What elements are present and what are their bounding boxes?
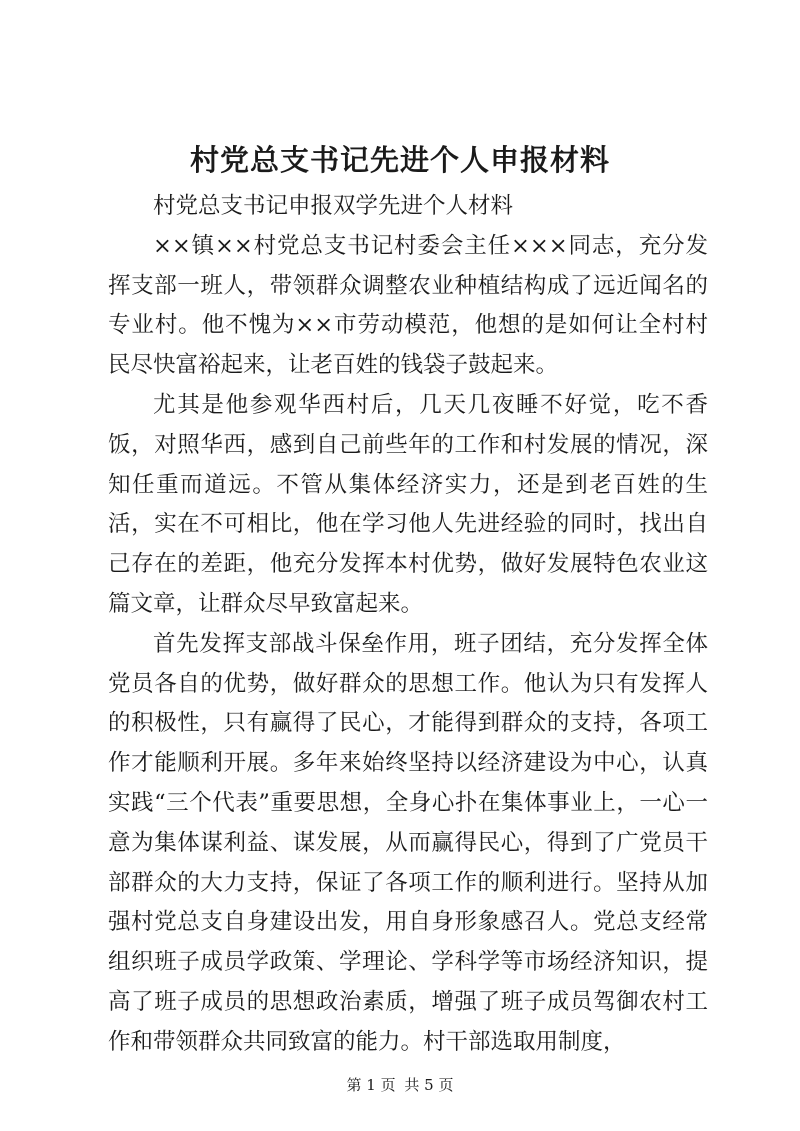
page-footer — [0, 1075, 800, 1095]
body-paragraph: ××镇××村党总支书记村委会主任×××同志，充分发挥支部一班人，带领群众调整农业种植结构成了远近闻名的专业村。他不愧为××市劳动模范，他想的是如何让全村村民尽快富裕起来，让老百姓的钱袋子鼓起来。 — [108, 232, 708, 379]
document-body — [108, 187, 708, 1063]
subtitle-paragraph: 村党总支书记申报双学先进个人材料 — [153, 193, 514, 219]
page-number: 第 1 页 — [346, 1076, 396, 1094]
body-paragraph: 首先发挥支部战斗保垒作用，班子团结，充分发挥全体党员各自的优势，做好群众的思想工作。他认为只有发挥人的积极性，只有赢得了民心，才能得到群众的支持，各项工作才能顺利开展。多年来始终坚持以经济建设为中心，认真实践“三个代表”重要思想，全身心扑在集体事业上，一心一意为集体谋利益、谋发展，从而赢得民心，得到了广党员干部群众的大力支持，保证了各项工作的顺利进行。坚持从加强村党总支自身建设出发，用自身形象感召人。党总支经常组织班子成员学政策、学理论、学科学等市场经济知识，提高了班子成员的思想政治素质，增强了班子成员驾御农村工作和带领群众共同致富的能力。村干部选取用制度， — [108, 630, 708, 1055]
page-total: 共 5 页 — [404, 1076, 454, 1094]
document-title: 村党总支书记先进个人申报材料 — [189, 143, 610, 177]
body-paragraph: 尤其是他参观华西村后，几天几夜睡不好觉，吃不香饭，对照华西，感到自己前些年的工作和村发展的情况，深知任重而道远。不管从集体经济实力，还是到老百姓的生活，实在不可相比，他在学习他人先进经验的同时，找出自己存在的差距，他充分发挥本村优势，做好发展特色农业这篇文章，让群众尽早致富起来。 — [108, 391, 708, 617]
